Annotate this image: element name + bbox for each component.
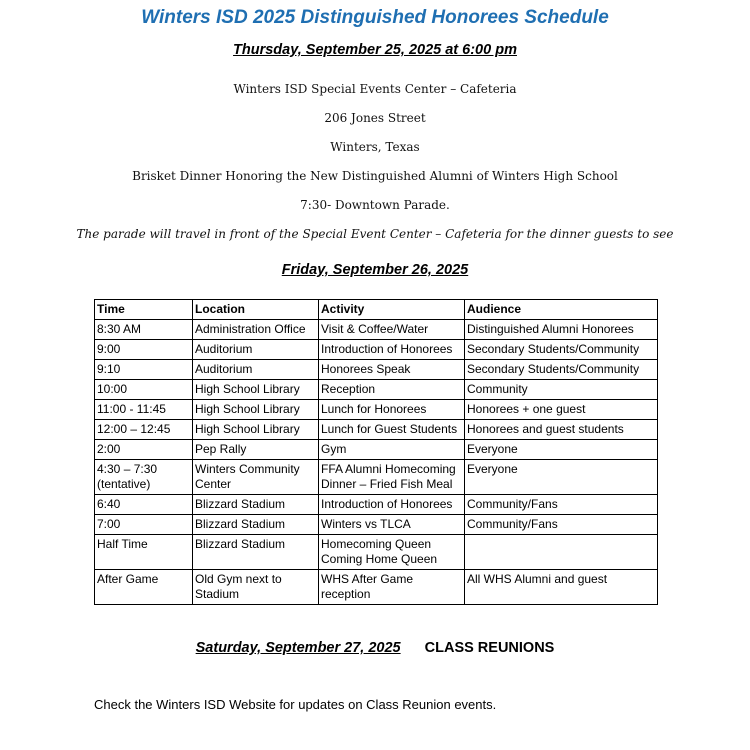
activity-cell: Honorees Speak: [319, 360, 465, 380]
time-cell: 7:00: [95, 515, 193, 535]
time-cell: After Game: [95, 570, 193, 605]
activity-cell: Introduction of Honorees: [319, 495, 465, 515]
location-cell: Blizzard Stadium: [193, 495, 319, 515]
thursday-heading: Thursday, September 25, 2025 at 6:00 pm: [233, 42, 517, 58]
audience-cell: Community/Fans: [465, 495, 658, 515]
saturday-heading: Saturday, September 27, 2025: [195, 640, 401, 656]
time-cell: Half Time: [95, 535, 193, 570]
time-cell: 9:10: [95, 360, 193, 380]
friday-schedule-table: [94, 299, 658, 605]
time-cell: 6:40: [95, 495, 193, 515]
table-row: [95, 515, 658, 535]
audience-cell: Secondary Students/Community: [465, 340, 658, 360]
location-cell: High School Library: [193, 420, 319, 440]
table-header-row: [95, 300, 658, 320]
column-header: Audience: [465, 300, 658, 320]
activity-cell: WHS After Game reception: [319, 570, 465, 605]
class-reunions-label: CLASS REUNIONS: [424, 640, 555, 656]
time-cell: 2:00: [95, 440, 193, 460]
activity-cell: Reception: [319, 380, 465, 400]
website-note: Check the Winters ISD Website for updates on Class Reunion events.: [94, 697, 497, 712]
activity-cell: FFA Alumni Homecoming Dinner – Fried Fish Meal: [319, 460, 465, 495]
venue-line: Winters ISD Special Events Center – Cafeteria: [233, 82, 517, 96]
activity-cell: Gym: [319, 440, 465, 460]
table-row: [95, 535, 658, 570]
table-row: [95, 320, 658, 340]
audience-cell: [465, 535, 658, 570]
table-row: [95, 570, 658, 605]
table-row: [95, 340, 658, 360]
table-row: [95, 460, 658, 495]
dinner-line: Brisket Dinner Honoring the New Distinguished Alumni of Winters High School: [132, 169, 618, 183]
column-header: Time: [95, 300, 193, 320]
location-cell: Administration Office: [193, 320, 319, 340]
audience-cell: Community/Fans: [465, 515, 658, 535]
page-title: Winters ISD 2025 Distinguished Honorees Schedule: [141, 7, 609, 28]
location-cell: Winters Community Center: [193, 460, 319, 495]
parade-time-line: 7:30- Downtown Parade.: [300, 198, 450, 212]
location-cell: Auditorium: [193, 340, 319, 360]
table-row: [95, 380, 658, 400]
location-cell: High School Library: [193, 380, 319, 400]
audience-cell: Everyone: [465, 440, 658, 460]
location-cell: Blizzard Stadium: [193, 515, 319, 535]
table-row: [95, 360, 658, 380]
time-cell: 8:30 AM: [95, 320, 193, 340]
column-header: Activity: [319, 300, 465, 320]
table-row: [95, 495, 658, 515]
activity-cell: Lunch for Honorees: [319, 400, 465, 420]
location-cell: Auditorium: [193, 360, 319, 380]
city-line: Winters, Texas: [330, 140, 420, 154]
time-cell: 12:00 – 12:45: [95, 420, 193, 440]
audience-cell: Distinguished Alumni Honorees: [465, 320, 658, 340]
time-cell: 4:30 – 7:30 (tentative): [95, 460, 193, 495]
table-row: [95, 400, 658, 420]
audience-cell: Secondary Students/Community: [465, 360, 658, 380]
audience-cell: Community: [465, 380, 658, 400]
location-cell: Pep Rally: [193, 440, 319, 460]
audience-cell: Everyone: [465, 460, 658, 495]
audience-cell: All WHS Alumni and guest: [465, 570, 658, 605]
audience-cell: Honorees + one guest: [465, 400, 658, 420]
location-cell: Blizzard Stadium: [193, 535, 319, 570]
friday-heading: Friday, September 26, 2025: [281, 262, 469, 278]
location-cell: Old Gym next to Stadium: [193, 570, 319, 605]
street-line: 206 Jones Street: [324, 111, 426, 125]
table-row: [95, 420, 658, 440]
time-cell: 10:00: [95, 380, 193, 400]
time-cell: 9:00: [95, 340, 193, 360]
time-cell: 11:00 - 11:45: [95, 400, 193, 420]
activity-cell: Introduction of Honorees: [319, 340, 465, 360]
activity-cell: Winters vs TLCA: [319, 515, 465, 535]
saturday-section: [0, 640, 750, 656]
parade-route-line: The parade will travel in front of the Special Event Center – Cafeteria for the dinner guests to see: [76, 227, 674, 241]
table-row: [95, 440, 658, 460]
location-cell: High School Library: [193, 400, 319, 420]
column-header: Location: [193, 300, 319, 320]
audience-cell: Honorees and guest students: [465, 420, 658, 440]
activity-cell: Lunch for Guest Students: [319, 420, 465, 440]
activity-cell: Homecoming Queen Coming Home Queen: [319, 535, 465, 570]
activity-cell: Visit & Coffee/Water: [319, 320, 465, 340]
